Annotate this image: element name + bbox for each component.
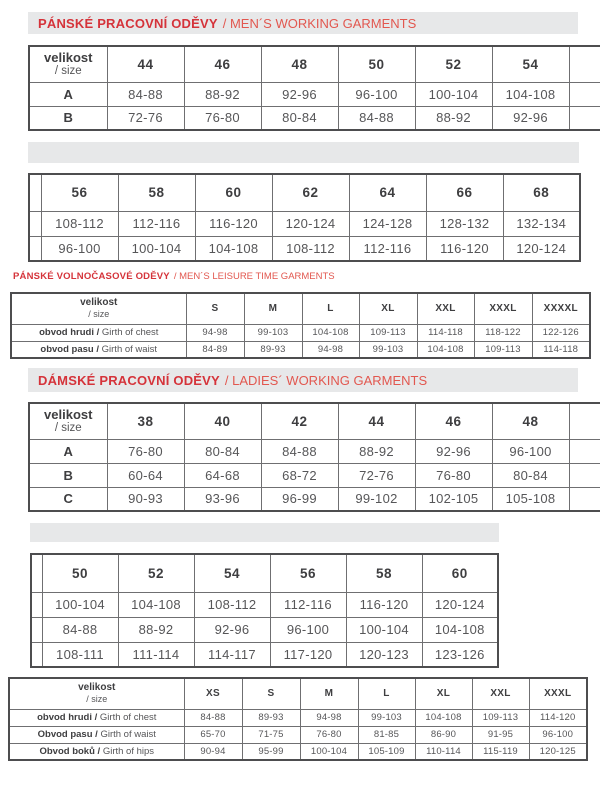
size-header-cell: 54 [194,554,270,592]
clipped-stub-cell [31,617,42,642]
size-header-cell: 44 [338,403,415,439]
size-header-cell: XL [415,678,472,709]
size-header-cell: 42 [261,403,338,439]
size-value-cell: 122-126 [532,324,590,341]
clipped-tail-cell [569,82,600,106]
size-value-cell: 108-111 [42,642,118,667]
size-value-cell: 109-113 [472,709,529,726]
size-value-cell: 96-99 [261,487,338,511]
corner-label-czech: velikost [78,682,116,694]
size-value-cell: 90-94 [184,743,242,760]
size-header-cell: 52 [118,554,194,592]
size-data-row [31,642,498,667]
size-value-cell: 92-96 [492,106,569,130]
size-value-cell: 80-84 [261,106,338,130]
row-label-cell: B [29,106,107,130]
size-value-cell: 92-96 [194,617,270,642]
size-data-row [9,709,587,726]
size-value-cell: 116-120 [195,211,272,236]
row-label-czech: obvod hrudi / [39,327,102,338]
size-value-cell: 80-84 [184,439,261,463]
men-working-table-clip [28,45,600,140]
size-header-cell: 66 [426,174,503,211]
size-value-cell: 120-125 [529,743,587,760]
size-value-cell: 120-124 [503,236,580,261]
size-header-cell: M [300,678,358,709]
size-value-cell: 104-108 [492,82,569,106]
size-header-row [9,678,587,709]
clipped-tail-cell [569,46,600,82]
size-data-row [11,324,590,341]
size-value-cell: 96-100 [338,82,415,106]
size-value-cell: 100-104 [346,617,422,642]
size-header-cell: 52 [415,46,492,82]
corner-label-english: / size [54,422,82,435]
size-header-cell: S [242,678,300,709]
size-header-row [29,174,580,211]
size-value-cell: 60-64 [107,463,184,487]
size-value-cell: 84-88 [338,106,415,130]
clipped-tail-cell [569,106,600,130]
size-value-cell: 81-85 [358,726,415,743]
row-label-cell [9,709,184,726]
clipped-tail-cell [569,403,600,439]
size-value-cell: 76-80 [415,463,492,487]
size-header-cell: 44 [107,46,184,82]
size-value-cell: 100-104 [42,592,118,617]
size-value-cell: 117-120 [270,642,346,667]
size-value-cell: 112-116 [118,211,195,236]
size-data-row [29,236,580,261]
size-header-row [29,403,600,439]
ladies-working-sizes-50-60-table [30,553,499,668]
size-value-cell: 104-108 [302,324,359,341]
size-header-cell: 46 [415,403,492,439]
size-corner-cell [9,678,184,709]
size-header-cell: 62 [272,174,349,211]
size-header-row [11,293,590,324]
size-data-row [29,463,600,487]
size-value-cell: 91-95 [472,726,529,743]
size-value-cell: 65-70 [184,726,242,743]
size-value-cell: 104-108 [415,709,472,726]
size-value-cell: 109-113 [359,324,417,341]
row-label-czech: obvod pasu / [40,343,102,355]
size-header-row [31,554,498,592]
size-corner-cell [29,403,107,439]
size-value-cell: 118-122 [474,324,532,341]
size-value-cell: 102-105 [415,487,492,511]
row-label-cell [9,743,184,760]
size-value-cell: 88-92 [415,106,492,130]
heading-czech: DÁMSKÉ PRACOVNÍ ODĚVY [38,372,220,388]
size-header-cell: M [244,293,302,324]
size-value-cell: 76-80 [107,439,184,463]
size-header-cell: S [186,293,244,324]
size-header-cell: 38 [107,403,184,439]
ladies-measurements-xs-xxxl-table [8,677,588,761]
corner-label-czech: velikost [44,407,93,423]
size-header-cell: XXXL [474,293,532,324]
section-heading-men-leisure [13,271,335,282]
row-label-english: Girth of chest [101,327,159,338]
size-header-cell: 46 [184,46,261,82]
size-value-cell: 96-100 [492,439,569,463]
size-value-cell: 84-88 [42,617,118,642]
size-value-cell: 108-112 [194,592,270,617]
size-header-cell: XL [359,293,417,324]
row-label-english: Girth of waist [100,729,156,740]
size-header-cell: 58 [346,554,422,592]
corner-label-czech: velikost [80,297,118,309]
clipped-stub-cell [29,236,41,261]
size-corner-cell [29,46,107,82]
size-header-cell: 54 [492,46,569,82]
size-data-row [31,592,498,617]
size-value-cell: 89-93 [244,341,302,358]
size-value-cell: 132-134 [503,211,580,236]
size-value-cell: 76-80 [184,106,261,130]
size-value-cell: 84-88 [184,709,242,726]
men-working-sizes-56-68-table [28,173,581,262]
size-value-cell: 76-80 [300,726,358,743]
size-value-cell: 114-120 [529,709,587,726]
size-value-cell: 90-93 [107,487,184,511]
size-value-cell: 105-109 [358,743,415,760]
section-heading-ladies-working [28,368,578,392]
size-value-cell: 92-96 [415,439,492,463]
size-value-cell: 105-108 [492,487,569,511]
size-data-row [29,106,600,130]
heading-czech: PÁNSKÉ PRACOVNÍ ODĚVY [38,15,218,31]
size-value-cell: 84-88 [107,82,184,106]
size-value-cell: 120-124 [272,211,349,236]
size-value-cell: 100-104 [300,743,358,760]
size-value-cell: 68-72 [261,463,338,487]
clipped-tail-cell [569,463,600,487]
size-header-cell: 40 [184,403,261,439]
row-label-cell [11,324,186,341]
size-value-cell: 88-92 [184,82,261,106]
size-value-cell: 108-112 [41,211,118,236]
clipped-tail-cell [569,439,600,463]
size-value-cell: 104-108 [417,341,474,358]
size-header-row [29,46,600,82]
size-value-cell: 120-123 [346,642,422,667]
size-value-cell: 114-118 [532,341,590,358]
row-label-cell: C [29,487,107,511]
size-value-cell: 93-96 [184,487,261,511]
size-value-cell: 84-89 [186,341,244,358]
size-value-cell: 128-132 [426,211,503,236]
row-label-cell [11,341,186,358]
clipped-stub-cell [29,211,41,236]
size-value-cell: 64-68 [184,463,261,487]
size-value-cell: 116-120 [426,236,503,261]
size-header-cell: L [358,678,415,709]
size-value-cell: 96-100 [529,726,587,743]
heading-english: / MEN´S LEISURE TIME GARMENTS [173,271,335,282]
size-value-cell: 112-116 [270,592,346,617]
size-data-row [29,82,600,106]
size-value-cell: 100-104 [415,82,492,106]
size-corner-cell [11,293,186,324]
size-header-cell: 60 [195,174,272,211]
size-value-cell: 99-103 [359,341,417,358]
clipped-stub-cell [29,174,41,211]
size-data-row [29,211,580,236]
size-header-cell: XXXXL [532,293,590,324]
clipped-stub-cell [31,642,42,667]
row-label-cell: A [29,82,107,106]
size-value-cell: 86-90 [415,726,472,743]
size-data-row [9,726,587,743]
corner-label-czech: velikost [44,50,93,66]
size-value-cell: 99-103 [244,324,302,341]
divider-band [30,523,499,542]
row-label-cell: B [29,463,107,487]
size-value-cell: 88-92 [118,617,194,642]
size-value-cell: 124-128 [349,211,426,236]
size-value-cell: 123-126 [422,642,498,667]
size-value-cell: 95-99 [242,743,300,760]
size-value-cell: 92-96 [261,82,338,106]
size-header-cell: 60 [422,554,498,592]
size-value-cell: 115-119 [472,743,529,760]
size-value-cell: 116-120 [346,592,422,617]
size-value-cell: 96-100 [270,617,346,642]
size-data-row [29,439,600,463]
corner-label-english: / size [54,65,82,78]
clipped-stub-cell [31,554,42,592]
size-value-cell: 114-118 [417,324,474,341]
size-data-row [29,487,600,511]
size-header-cell: 56 [41,174,118,211]
size-header-cell: 50 [42,554,118,592]
row-label-cell: A [29,439,107,463]
size-header-cell: XXL [417,293,474,324]
size-header-cell: 68 [503,174,580,211]
size-value-cell: 104-108 [195,236,272,261]
size-value-cell: 100-104 [118,236,195,261]
heading-czech: PÁNSKÉ VOLNOČASOVÉ ODĚVY [13,271,170,282]
size-value-cell: 111-114 [118,642,194,667]
size-value-cell: 109-113 [474,341,532,358]
row-label-english: Girth of hips [102,745,155,757]
size-header-cell: 56 [270,554,346,592]
size-value-cell: 99-103 [358,709,415,726]
size-value-cell: 112-116 [349,236,426,261]
size-value-cell: 71-75 [242,726,300,743]
size-value-cell: 94-98 [186,324,244,341]
row-label-czech: Obvod pasu / [37,729,101,740]
size-value-cell: 94-98 [300,709,358,726]
size-value-cell: 110-114 [415,743,472,760]
size-value-cell: 120-124 [422,592,498,617]
row-label-czech: obvod hrudi / [37,712,100,723]
size-header-cell: 48 [492,403,569,439]
size-header-cell: XS [184,678,242,709]
section-heading-men-working [28,12,578,34]
size-value-cell: 72-76 [338,463,415,487]
size-data-row [11,341,590,358]
size-value-cell: 84-88 [261,439,338,463]
size-header-cell: L [302,293,359,324]
ladies-working-table-clip [28,402,600,522]
size-value-cell: 88-92 [338,439,415,463]
size-data-row [31,617,498,642]
clipped-tail-cell [569,487,600,511]
corner-label-english: / size [88,309,110,320]
heading-english: / MEN´S WORKING GARMENTS [222,15,417,31]
size-header-cell: XXL [472,678,529,709]
size-data-row [9,743,587,760]
size-value-cell: 96-100 [41,236,118,261]
row-label-czech: Obvod boků / [39,745,103,757]
size-header-cell: 48 [261,46,338,82]
corner-label-english: / size [86,694,108,705]
size-value-cell: 80-84 [492,463,569,487]
size-header-cell: 50 [338,46,415,82]
men-leisure-sizes-table [10,292,591,359]
size-header-cell: 64 [349,174,426,211]
divider-band [28,142,579,163]
size-value-cell: 72-76 [107,106,184,130]
men-working-sizes-44-54-table [28,45,600,131]
row-label-english: Girth of waist [101,343,158,355]
heading-english: / LADIES´ WORKING GARMENTS [224,372,428,388]
size-value-cell: 94-98 [302,341,359,358]
size-header-cell: 58 [118,174,195,211]
row-label-cell [9,726,184,743]
row-label-english: Girth of chest [99,712,157,723]
clipped-stub-cell [31,592,42,617]
size-value-cell: 114-117 [194,642,270,667]
size-header-cell: XXXL [529,678,587,709]
ladies-working-sizes-38-48-table [28,402,600,512]
size-value-cell: 99-102 [338,487,415,511]
size-value-cell: 104-108 [118,592,194,617]
size-value-cell: 89-93 [242,709,300,726]
size-value-cell: 104-108 [422,617,498,642]
size-value-cell: 108-112 [272,236,349,261]
